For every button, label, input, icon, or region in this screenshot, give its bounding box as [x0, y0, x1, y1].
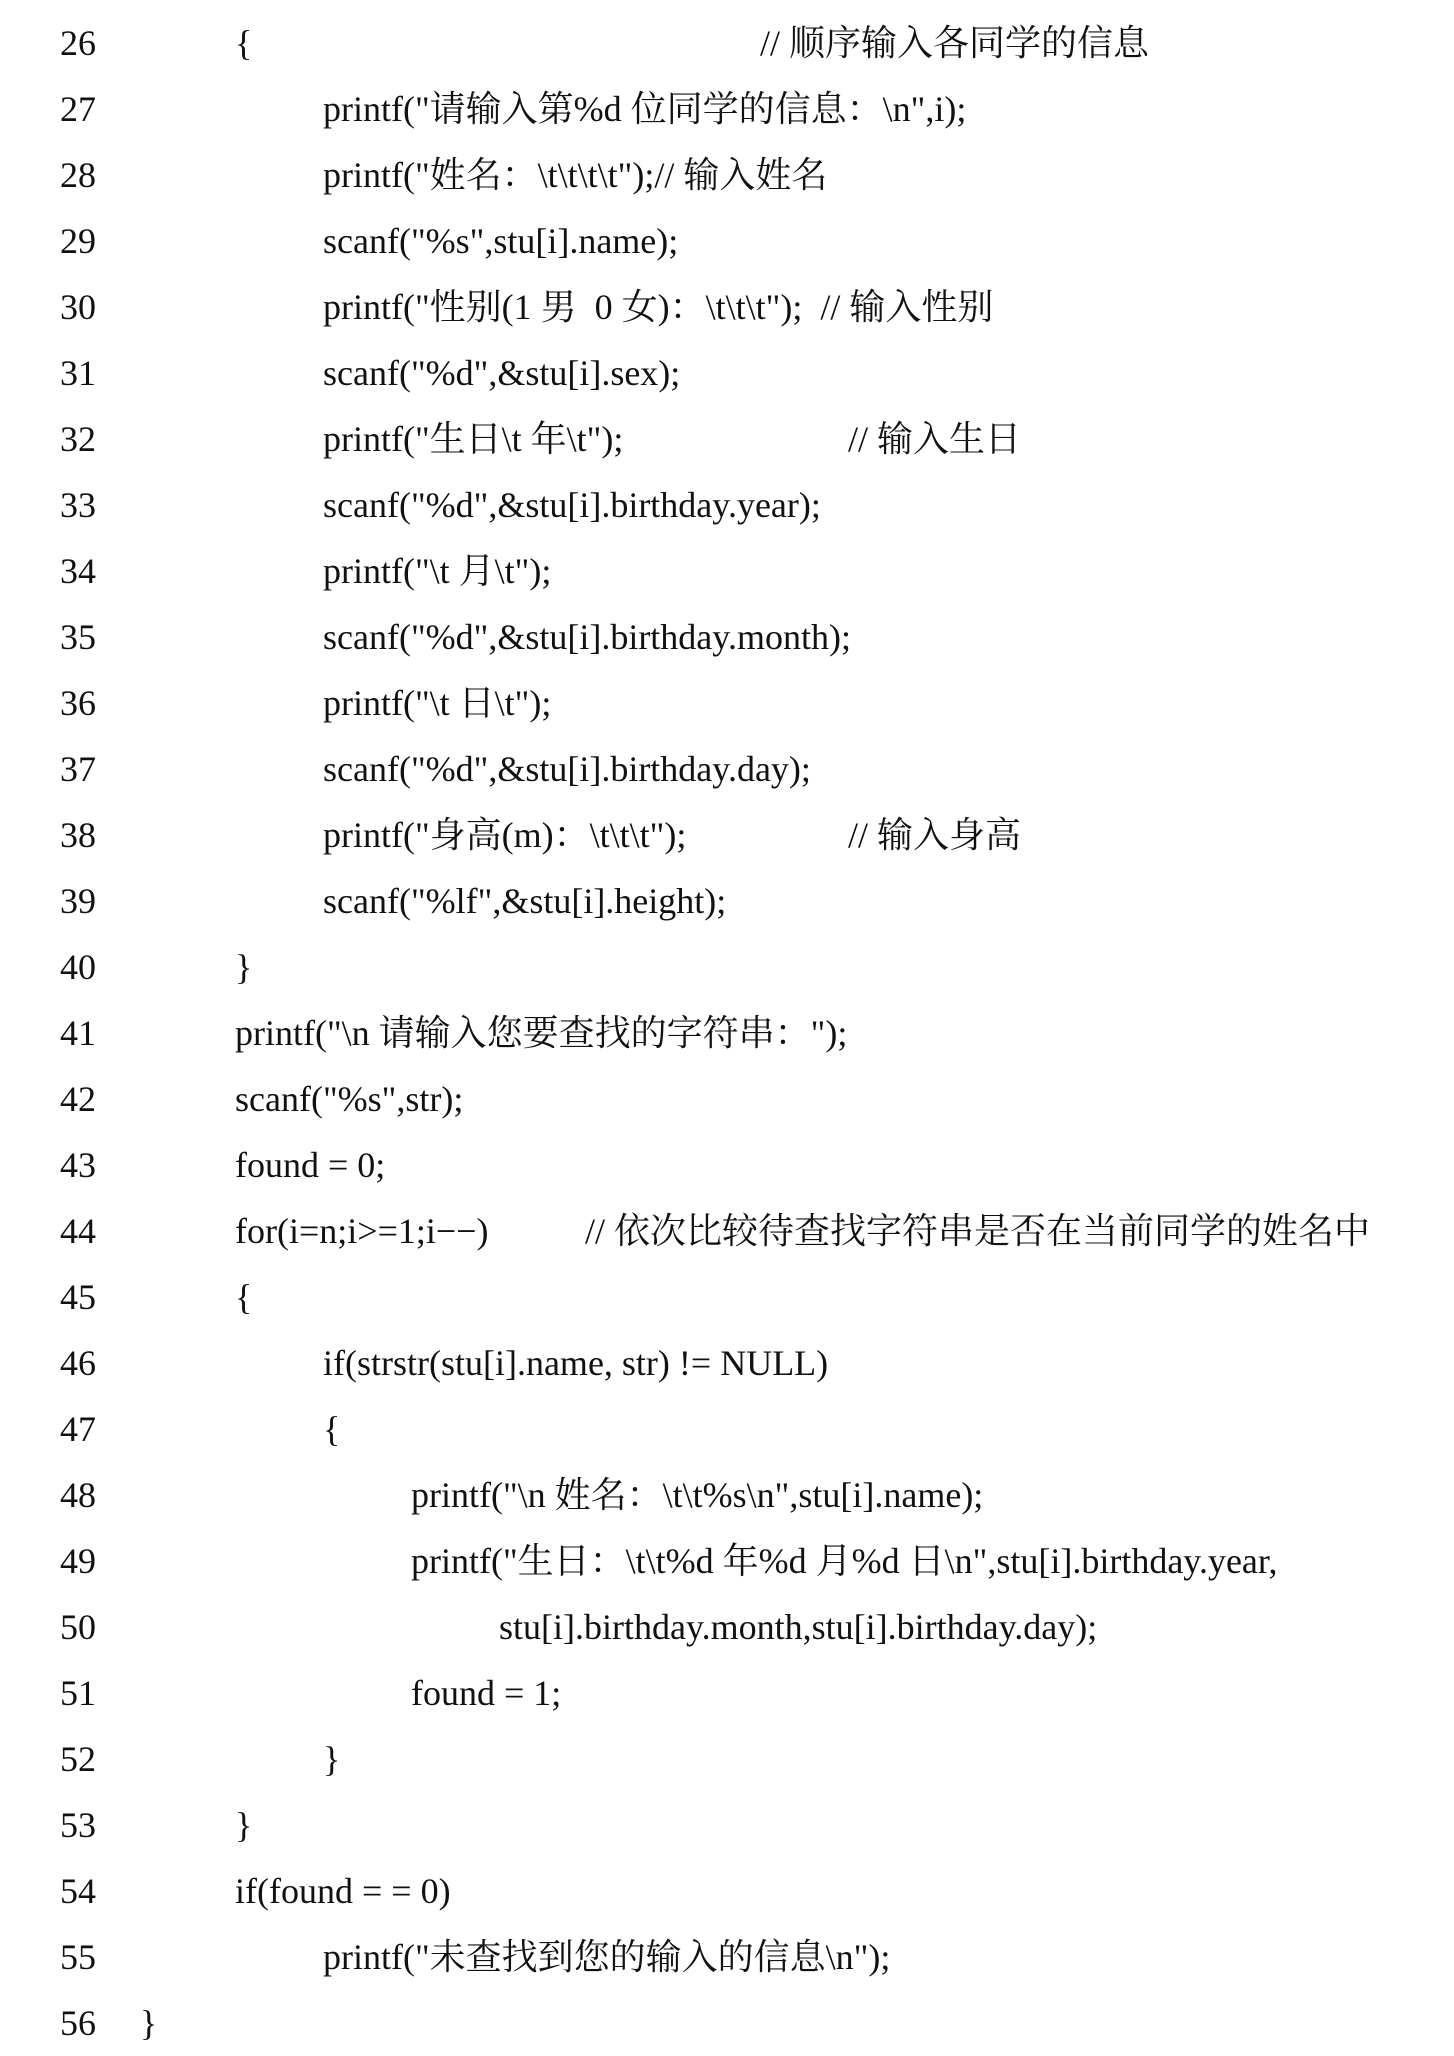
- line-code: if(found = = 0): [235, 1871, 451, 1911]
- code-line: [0, 406, 1454, 472]
- line-code: }: [235, 1805, 253, 1845]
- line-code: printf("\n 姓名：\t\t%s\n",stu[i].name);: [411, 1475, 984, 1515]
- line-code: stu[i].birthday.month,stu[i].birthday.day);: [499, 1607, 1098, 1647]
- code-line: [0, 1198, 1454, 1264]
- line-code: scanf("%d",&stu[i].sex);: [323, 353, 681, 393]
- line-code: {: [235, 1277, 253, 1317]
- code-line: [0, 1924, 1454, 1990]
- code-line: [0, 1264, 1454, 1330]
- code-line: [0, 1462, 1454, 1528]
- line-number: 42: [60, 1079, 96, 1119]
- line-number: 46: [60, 1343, 96, 1383]
- line-code: printf("未查找到您的输入的信息\n");: [323, 1937, 891, 1977]
- line-number: 55: [60, 1937, 96, 1977]
- line-number: 32: [60, 419, 96, 459]
- line-code: {: [235, 23, 253, 63]
- line-code: {: [323, 1409, 341, 1449]
- code-line: [0, 472, 1454, 538]
- line-number: 47: [60, 1409, 96, 1449]
- code-line: [0, 802, 1454, 868]
- line-number: 34: [60, 551, 96, 591]
- code-line: [0, 670, 1454, 736]
- line-code: }: [140, 2003, 158, 2043]
- line-number: 28: [60, 155, 96, 195]
- line-number: 44: [60, 1211, 96, 1251]
- code-line: [0, 604, 1454, 670]
- code-line: [0, 1594, 1454, 1660]
- code-line: [0, 868, 1454, 934]
- code-line: [0, 142, 1454, 208]
- line-number: 29: [60, 221, 96, 261]
- line-comment: // 输入生日: [848, 419, 1022, 459]
- line-code: printf("\t 月\t");: [323, 551, 552, 591]
- line-comment: // 输入身高: [848, 815, 1022, 855]
- code-line: [0, 274, 1454, 340]
- line-number: 38: [60, 815, 96, 855]
- line-number: 41: [60, 1013, 96, 1053]
- line-number: 36: [60, 683, 96, 723]
- line-number: 48: [60, 1475, 96, 1515]
- line-number: 27: [60, 89, 96, 129]
- line-code: found = 0;: [235, 1145, 386, 1185]
- line-number: 31: [60, 353, 96, 393]
- line-code: }: [323, 1739, 341, 1779]
- line-number: 33: [60, 485, 96, 525]
- line-code: scanf("%d",&stu[i].birthday.month);: [323, 617, 851, 657]
- code-line: [0, 1792, 1454, 1858]
- line-number: 50: [60, 1607, 96, 1647]
- line-comment: // 依次比较待查找字符串是否在当前同学的姓名中: [585, 1211, 1371, 1251]
- code-line: [0, 1000, 1454, 1066]
- line-number: 45: [60, 1277, 96, 1317]
- line-number: 26: [60, 23, 96, 63]
- code-line: [0, 1528, 1454, 1594]
- line-code: for(i=n;i>=1;i−−): [235, 1211, 489, 1251]
- line-code: scanf("%d",&stu[i].birthday.day);: [323, 749, 811, 789]
- line-number: 40: [60, 947, 96, 987]
- code-listing: [0, 10, 1454, 2043]
- code-line: [0, 934, 1454, 1000]
- code-line: [0, 340, 1454, 406]
- line-code: printf("生日：\t\t%d 年%d 月%d 日\n",stu[i].birthday.year,: [411, 1541, 1278, 1581]
- line-code: printf("生日\t 年\t");: [323, 419, 624, 459]
- code-line: [0, 1132, 1454, 1198]
- code-line: [0, 1726, 1454, 1792]
- line-number: 53: [60, 1805, 96, 1845]
- line-number: 56: [60, 2003, 96, 2043]
- line-number: 35: [60, 617, 96, 657]
- line-code: printf("请输入第%d 位同学的信息：\n",i);: [323, 89, 967, 129]
- code-line: [0, 1066, 1454, 1132]
- code-line: [0, 1858, 1454, 1924]
- line-code: if(strstr(stu[i].name, str) != NULL): [323, 1343, 829, 1383]
- line-code: }: [235, 947, 253, 987]
- line-code: printf("\t 日\t");: [323, 683, 552, 723]
- code-line: [0, 736, 1454, 802]
- line-code: printf("姓名：\t\t\t\t");// 输入姓名: [323, 155, 828, 195]
- line-code: scanf("%s",stu[i].name);: [323, 221, 679, 261]
- code-line: [0, 1396, 1454, 1462]
- code-line: [0, 1660, 1454, 1726]
- line-code: printf("\n 请输入您要查找的字符串：");: [235, 1013, 848, 1053]
- code-line: [0, 1330, 1454, 1396]
- code-line: [0, 76, 1454, 142]
- line-code: printf("性别(1 男 0 女)：\t\t\t"); // 输入性别: [323, 287, 994, 327]
- line-code: printf("身高(m)：\t\t\t");: [323, 815, 687, 855]
- line-number: 54: [60, 1871, 96, 1911]
- code-line: [0, 1990, 1454, 2056]
- line-number: 52: [60, 1739, 96, 1779]
- line-number: 37: [60, 749, 96, 789]
- code-line: [0, 538, 1454, 604]
- line-number: 39: [60, 881, 96, 921]
- line-number: 30: [60, 287, 96, 327]
- line-code: scanf("%lf",&stu[i].height);: [323, 881, 727, 921]
- code-line: [0, 208, 1454, 274]
- line-comment: // 顺序输入各同学的信息: [760, 23, 1150, 63]
- line-code: scanf("%d",&stu[i].birthday.year);: [323, 485, 821, 525]
- line-code: scanf("%s",str);: [235, 1079, 464, 1119]
- code-line: [0, 10, 1454, 76]
- line-number: 49: [60, 1541, 96, 1581]
- line-number: 43: [60, 1145, 96, 1185]
- line-code: found = 1;: [411, 1673, 562, 1713]
- line-number: 51: [60, 1673, 96, 1713]
